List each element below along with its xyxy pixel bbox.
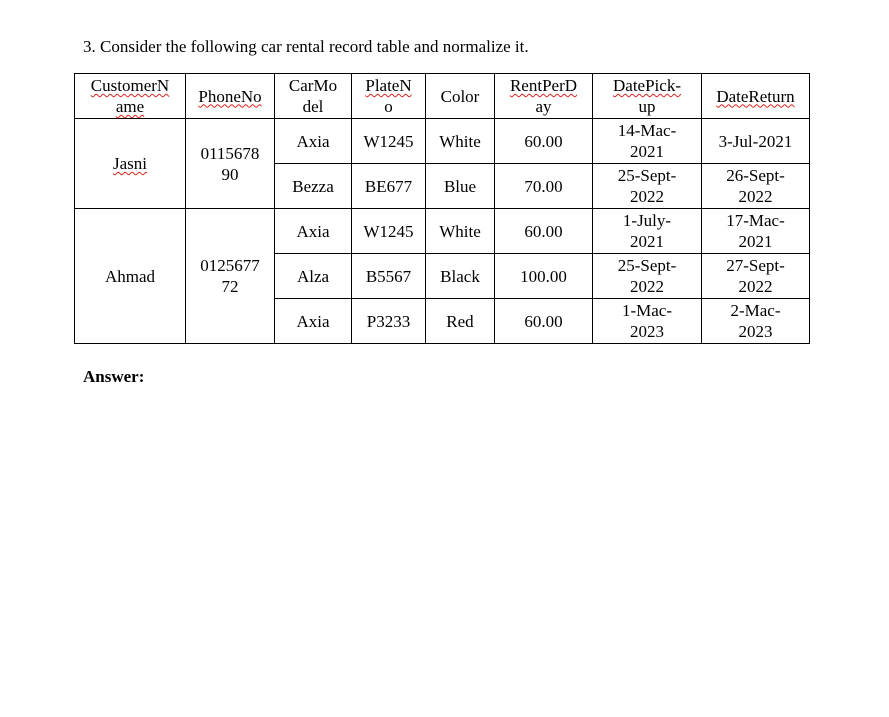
color-cell: White	[426, 119, 495, 164]
date-pickup-line2: 2022	[630, 187, 664, 206]
rent-per-day-cell: 60.00	[495, 119, 593, 164]
car-rental-table	[74, 73, 810, 344]
header-customer-name-line2: ame	[115, 97, 145, 116]
phone-cell	[186, 119, 275, 209]
plate-no-cell: W1245	[352, 209, 426, 254]
date-return-line1: 17-Mac-	[726, 211, 785, 230]
date-pickup-cell	[593, 164, 702, 209]
table-row	[75, 209, 810, 254]
header-plate-no-line2: o	[384, 97, 393, 116]
color-cell: Blue	[426, 164, 495, 209]
date-return-line1: 3-Jul-2021	[718, 131, 793, 151]
rent-per-day-cell: 70.00	[495, 164, 593, 209]
header-plate-no	[352, 74, 426, 119]
header-car-model-line2: del	[302, 97, 324, 116]
plate-no-cell: BE677	[352, 164, 426, 209]
date-return-line2: 2022	[738, 277, 773, 296]
question-number: 3.	[83, 37, 96, 56]
header-row	[75, 74, 810, 119]
date-pickup-line2: 2021	[630, 232, 664, 251]
date-return-cell	[702, 119, 810, 164]
header-date-pickup	[593, 74, 702, 119]
header-rent-per-day-line2: ay	[535, 97, 552, 116]
plate-no-cell: W1245	[352, 119, 426, 164]
phone-cell	[186, 209, 275, 344]
date-pickup-cell	[593, 254, 702, 299]
date-return-line1: 27-Sept-	[726, 256, 785, 275]
customer-name: Jasni	[113, 154, 147, 173]
date-return-line2: 2021	[738, 232, 773, 251]
date-pickup-line2: 2022	[630, 277, 664, 296]
question-text	[83, 36, 529, 58]
customer-name: Ahmad	[104, 266, 156, 286]
header-phone-no	[186, 74, 275, 119]
rent-per-day-cell: 100.00	[495, 254, 593, 299]
date-pickup-cell	[593, 299, 702, 344]
date-pickup-line1: 14-Mac-	[617, 121, 677, 140]
header-car-model-line1: CarMo	[288, 76, 338, 95]
header-rent-per-day	[495, 74, 593, 119]
date-return-cell	[702, 254, 810, 299]
car-model-cell: Axia	[275, 299, 352, 344]
answer-label: Answer:	[83, 367, 145, 386]
date-pickup-line1: 25-Sept-	[617, 166, 677, 185]
header-date-return-label: DateReturn	[716, 86, 795, 106]
header-date-return	[702, 74, 810, 119]
color-cell: Black	[426, 254, 495, 299]
header-phone-no-label: PhoneNo	[198, 86, 262, 106]
date-pickup-cell	[593, 209, 702, 254]
date-return-cell	[702, 299, 810, 344]
header-car-model	[275, 74, 352, 119]
header-plate-no-line1: PlateN	[365, 76, 412, 95]
date-pickup-line1: 25-Sept-	[617, 256, 677, 275]
date-pickup-line1: 1-Mac-	[621, 301, 673, 320]
date-return-line1: 26-Sept-	[726, 166, 785, 185]
date-pickup-line2: 2023	[630, 322, 664, 341]
rent-per-day-cell: 60.00	[495, 209, 593, 254]
header-customer-name	[75, 74, 186, 119]
question-body: Consider the following car rental record table and normalize it.	[100, 37, 529, 56]
header-color	[426, 74, 495, 119]
date-pickup-line2: 2021	[630, 142, 664, 161]
date-return-line2: 2023	[738, 322, 773, 341]
date-return-line2: 2022	[738, 187, 773, 206]
car-model-cell: Axia	[275, 209, 352, 254]
header-date-pickup-line2: up	[638, 97, 656, 116]
car-model-cell: Axia	[275, 119, 352, 164]
customer-name-cell	[75, 119, 186, 209]
color-cell: Red	[426, 299, 495, 344]
rent-per-day-cell: 60.00	[495, 299, 593, 344]
header-rent-per-day-line1: RentPerD	[509, 76, 578, 95]
phone-line2: 72	[221, 277, 239, 296]
header-date-pickup-line1: DatePick-	[613, 76, 681, 95]
plate-no-cell: B5567	[352, 254, 426, 299]
customer-name-cell	[75, 209, 186, 344]
car-model-cell: Bezza	[275, 164, 352, 209]
color-cell: White	[426, 209, 495, 254]
car-model-cell: Alza	[275, 254, 352, 299]
date-return-cell	[702, 164, 810, 209]
phone-line2: 90	[221, 164, 239, 184]
plate-no-cell: P3233	[352, 299, 426, 344]
phone-line1: 0115678	[200, 143, 260, 163]
header-customer-name-line1: CustomerN	[90, 76, 170, 95]
date-pickup-line1: 1-July-	[622, 211, 672, 230]
date-return-cell	[702, 209, 810, 254]
date-return-line1: 2-Mac-	[730, 301, 781, 320]
phone-line1: 0125677	[200, 256, 260, 275]
date-pickup-cell	[593, 119, 702, 164]
table-row	[75, 119, 810, 164]
header-color-label: Color	[440, 86, 480, 106]
